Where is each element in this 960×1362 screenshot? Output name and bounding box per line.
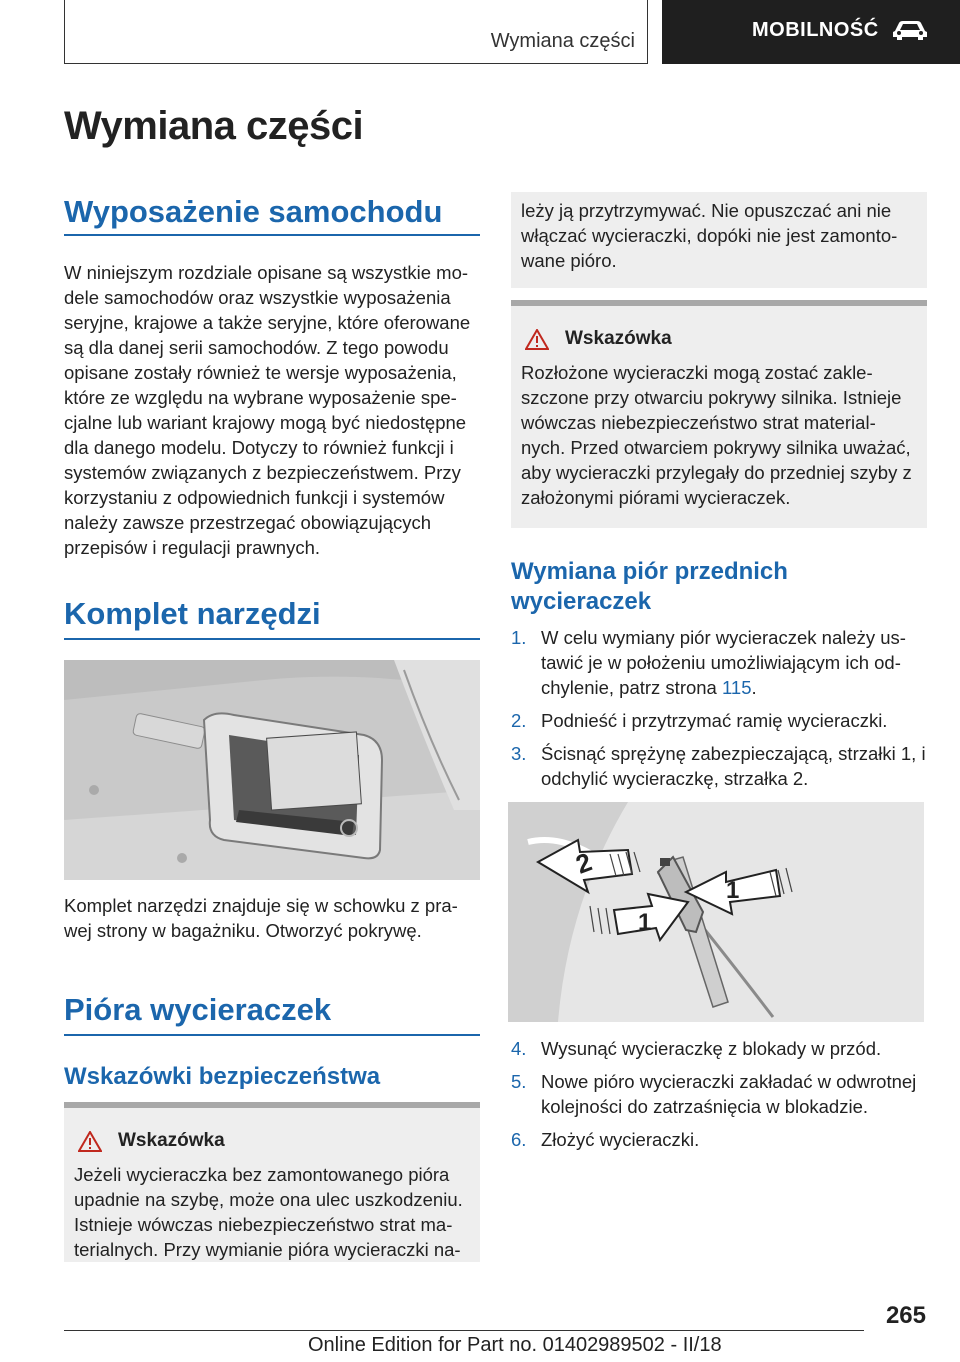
header-section-box xyxy=(64,0,648,64)
footer-rule xyxy=(64,1330,864,1331)
step-text: Złożyć wycieraczki. xyxy=(541,1129,700,1150)
note-text: Jeżeli wycieraczka bez zamontowanego pióra upadnie na szybę, może ona ulec uszkodzeniu. Istnieje wówczas niebezpieczeństwo strat ma-terialnych. Przy wymianie pióra wycieraczki na- xyxy=(74,1164,463,1260)
heading-rule xyxy=(64,1034,480,1036)
edition-line: Online Edition for Part no. 01402989502 - II/18 xyxy=(308,1334,722,1356)
list-item xyxy=(511,741,929,791)
note-text: Rozłożone wycieraczki mogą zostać zakle-szczone przy otwarciu pokrywy silnika. Istnieje wówczas niebezpieczeństwo strat material-nych. Przed otwarciem pokrywy silnika uważać, aby wycieraczki przylegały do przedniej szyby z założonymi piórami wycieraczek. xyxy=(521,362,912,508)
wiper-release-figure xyxy=(508,802,924,1022)
paragraph-equipment: W niniejszym rozdziale opisane są wszystkie mo-dele samochodów oraz wszystkie wyposażenia seryjne, krajowe a także seryjne, które oferowane są dla danej serii samochodów. Z tego powodu opisane zostały również te wersje wyposażenia, które ze względu na wybrane wyposażenie spe-cjalne lub wariant krajowy mogą być niedostępne dla danego modelu. Dotyczy to również funkcji i systemów związanych z bezpieczeństwem. Przy korzystaniu z odpowiednich funkcji i systemów należy zawsze przestrzegać obowiązujących przepisów i regulacji prawnych. xyxy=(64,262,471,558)
car-icon xyxy=(891,19,929,41)
heading-equipment: Wyposażenie samochodu xyxy=(64,194,443,229)
arrow-1a-label: 1 xyxy=(726,877,740,904)
header-chapter-label: MOBILNOŚĆ xyxy=(752,18,879,41)
paragraph-toolkit: Komplet narzędzi znajduje się w schowku z pra-wej strony w bagażniku. Otworzyć pokrywę. xyxy=(64,895,458,941)
steps-list-b xyxy=(511,1036,929,1160)
steps-list-a xyxy=(511,625,929,799)
step-text: Podnieść i przytrzymać ramię wycieraczki. xyxy=(541,710,888,731)
note-title: Wskazówka xyxy=(565,328,672,349)
step-number: 5. xyxy=(511,1071,527,1092)
toolkit-compartment-figure xyxy=(64,660,480,880)
step-number: 1. xyxy=(511,627,527,648)
step-number: 6. xyxy=(511,1129,527,1150)
list-item xyxy=(511,1036,929,1061)
safety-note-1-continued xyxy=(511,192,927,288)
warning-icon xyxy=(78,1131,102,1152)
header-chapter-tab xyxy=(662,0,960,64)
step-number: 3. xyxy=(511,743,527,764)
heading-rule xyxy=(64,638,480,640)
step-text: Ścisnąć sprężynę zabezpieczającą, strzałki 1, i odchylić wycieraczkę, strzałka 2. xyxy=(541,743,926,789)
page-link[interactable]: 115 xyxy=(721,677,752,698)
warning-icon xyxy=(525,329,549,350)
heading-rule xyxy=(64,234,480,236)
safety-note-1 xyxy=(64,1102,480,1262)
step-text: W celu wymiany piór wycieraczek należy us-tawić je w położeniu umożliwiającym ich od-chylenie, patrz strona xyxy=(541,627,906,698)
header-section-title: Wymiana części xyxy=(490,30,635,52)
arrow-1b-label: 1 xyxy=(638,909,652,936)
note-bar xyxy=(64,1102,480,1108)
step-number: 2. xyxy=(511,710,527,731)
heading-replace-wipers: Wymiana piór przednich wycieraczek xyxy=(511,558,788,615)
safety-note-2 xyxy=(511,300,927,528)
list-item xyxy=(511,1069,929,1119)
step-text-tail: . xyxy=(751,677,757,698)
arrow-2-label: 2 xyxy=(571,846,596,880)
step-text: Nowe pióro wycieraczki zakładać w odwrotnej kolejności do zatrzaśnięcia w blokadzie. xyxy=(541,1071,917,1117)
list-item xyxy=(511,1127,929,1152)
step-text: Wysunąć wycieraczkę z blokady w przód. xyxy=(541,1038,882,1059)
step-number: 4. xyxy=(511,1038,527,1059)
heading-safety: Wskazówki bezpieczeństwa xyxy=(64,1063,381,1090)
page-title: Wymiana części xyxy=(64,104,364,148)
note-title: Wskazówka xyxy=(118,1130,225,1151)
note-text: leży ją przytrzymywać. Nie opuszczać ani nie włączać wycieraczki, dopóki nie jest zamonto-wane pióro. xyxy=(521,200,898,271)
list-item xyxy=(511,708,929,733)
heading-wipers: Pióra wycieraczek xyxy=(64,992,332,1027)
list-item xyxy=(511,625,929,700)
heading-toolkit: Komplet narzędzi xyxy=(64,596,321,631)
page-number: 265 xyxy=(885,1302,926,1329)
note-bar xyxy=(511,300,927,306)
